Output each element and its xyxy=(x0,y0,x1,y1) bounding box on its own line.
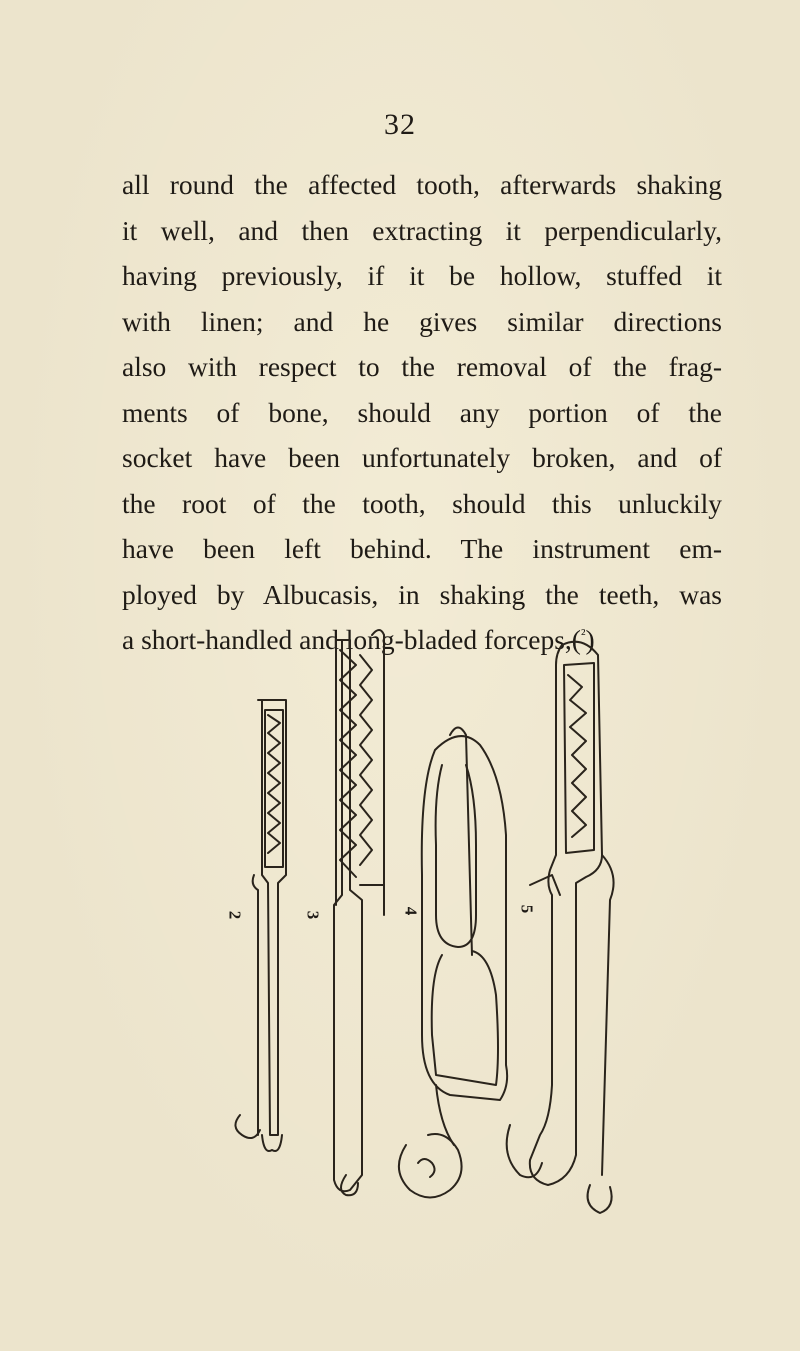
text-line-4: with linen; and he gives similar directions xyxy=(122,305,722,337)
text-line-3: having previously, if it be hollow, stuffed it xyxy=(122,260,722,291)
text-line-9: have been left behind. The instrument em- xyxy=(122,533,722,564)
text-line-10: ployed by Albucasis, in shaking the teeth, was xyxy=(122,578,722,610)
text-line-11-main: a short-handled and long-bladed forceps,( xyxy=(122,624,581,655)
page-number: 32 xyxy=(384,108,416,141)
instruments-svg xyxy=(210,615,640,1215)
body-text xyxy=(122,162,722,663)
text-line-5: also with respect to the removal of the frag- xyxy=(122,351,722,382)
instrument-fig5 xyxy=(507,642,614,1213)
figure-label-3: 3 xyxy=(303,910,323,920)
text-line-2: it well, and then extracting it perpendicularly, xyxy=(122,214,722,246)
figure-label-5: 5 xyxy=(517,904,537,914)
text-line-7: socket have been unfortunately broken, and of xyxy=(122,442,722,473)
instrument-illustration xyxy=(210,615,640,1215)
instrument-fig4 xyxy=(399,728,507,1198)
figure-label-4: 4 xyxy=(401,906,421,916)
instrument-fig2 xyxy=(235,700,286,1151)
text-line-6: ments of bone, should any portion of the xyxy=(122,396,722,428)
text-line-1: all round the affected tooth, afterwards shaking xyxy=(122,169,722,200)
text-line-8: the root of the tooth, should this unluckily xyxy=(122,487,722,519)
footnote-marker: ² xyxy=(580,626,586,643)
figure-label-2: 2 xyxy=(225,910,245,920)
text-line-11-end: ) xyxy=(585,624,595,655)
instrument-fig3 xyxy=(334,630,384,1195)
